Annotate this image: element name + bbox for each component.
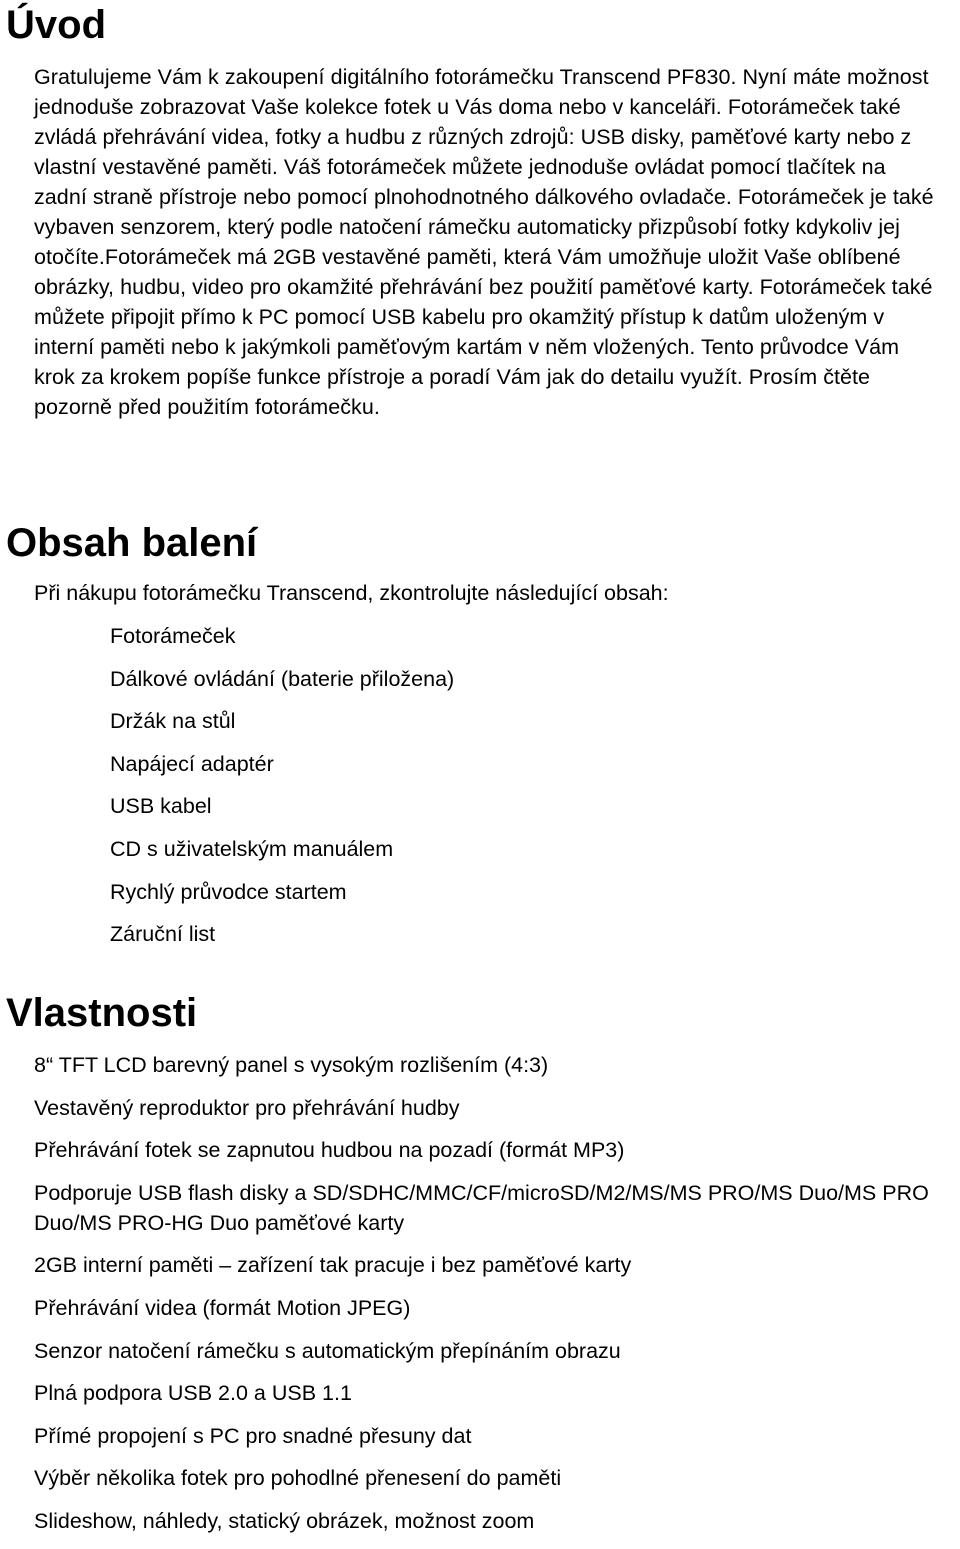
list-item: Záruční list xyxy=(110,922,216,947)
intro-paragraph: Gratulujeme Vám k zakoupení digitálního fotorámečku Transcend PF830. Nyní máte možnost jednoduše zobrazovat Vaše kolekce fotek u Vás doma nebo v kanceláři. Fotorámeček také zvládá přehrávání videa, fotky a hudbu z různých zdrojů: USB disky, paměťové karty nebo z vlastní vestavěné paměti. Váš fotorámeček můžete jednoduše ovládat pomocí tlačítek na zadní straně přístroje nebo pomocí plnohodnotného dálkového ovladače. Fotorámeček je také vybaven senzorem, který podle natočení rámečku automaticky přizpůsobí fotky kdykoliv jej otočíte.Fotorámeček má 2GB vestavěné paměti, která Vám umožňuje uložit Vaše oblíbené obrázky, hudbu, video pro okamžité přehrávání bez použití paměťové karty. Fotorámeček také můžete připojit přímo k PC pomocí USB kabelu pro okamžitý přístup k datům uloženým v interní paměti nebo k jakýmkoli paměťovým kartám v něm vložených. Tento průvodce Vám krok za krokem popíše funkce přístroje a poradí Vám jak do detailu využít. Prosím čtěte pozorně před použitím fotorámečku. xyxy=(34,65,934,419)
list-item: Výběr několika fotek pro pohodlné přenesení do paměti xyxy=(34,1466,562,1491)
features-list xyxy=(34,1050,944,1549)
list-item: Rychlý průvodce startem xyxy=(110,879,347,904)
contents-lead: Při nákupu fotorámečku Transcend, zkontrolujte následující obsah: xyxy=(34,581,669,605)
list-item: Fotorámeček xyxy=(110,624,236,648)
list-item: Držák na stůl xyxy=(110,709,236,734)
list-item: 2GB interní paměti – zařízení tak pracuje i bez paměťové karty xyxy=(34,1253,632,1278)
list-item: Přehrávání videa (formát Motion JPEG) xyxy=(34,1295,411,1320)
intro-heading: Úvod xyxy=(6,3,106,47)
list-item: Dálkové ovládání (baterie přiložena) xyxy=(110,666,455,691)
list-item: Slideshow, náhledy, statický obrázek, možnost zoom xyxy=(34,1508,535,1533)
contents-heading: Obsah balení xyxy=(6,521,258,565)
features-heading: Vlastnosti xyxy=(6,991,198,1035)
list-item: Podporuje USB flash disky a SD/SDHC/MMC/CF/microSD/M2/MS/MS PRO/MS Duo/MS PRO Duo/MS PRO-HG Duo paměťové karty xyxy=(34,1180,929,1235)
list-item: Plná podpora USB 2.0 a USB 1.1 xyxy=(34,1381,352,1406)
list-item: Napájecí adaptér xyxy=(110,751,274,776)
list-item: 8“ TFT LCD barevný panel s vysokým rozlišením (4:3) xyxy=(34,1053,549,1077)
list-item: USB kabel xyxy=(110,794,212,819)
list-item: Přehrávání fotek se zapnutou hudbou na pozadí (formát MP3) xyxy=(34,1138,625,1163)
list-item: Přímé propojení s PC pro snadné přesuny dat xyxy=(34,1423,472,1448)
list-item: CD s uživatelským manuálem xyxy=(110,836,394,861)
list-item: Senzor natočení rámečku s automatickým přepínáním obrazu xyxy=(34,1338,621,1363)
contents-list xyxy=(110,618,454,959)
list-item: Vestavěný reproduktor pro přehrávání hudby xyxy=(34,1095,460,1120)
